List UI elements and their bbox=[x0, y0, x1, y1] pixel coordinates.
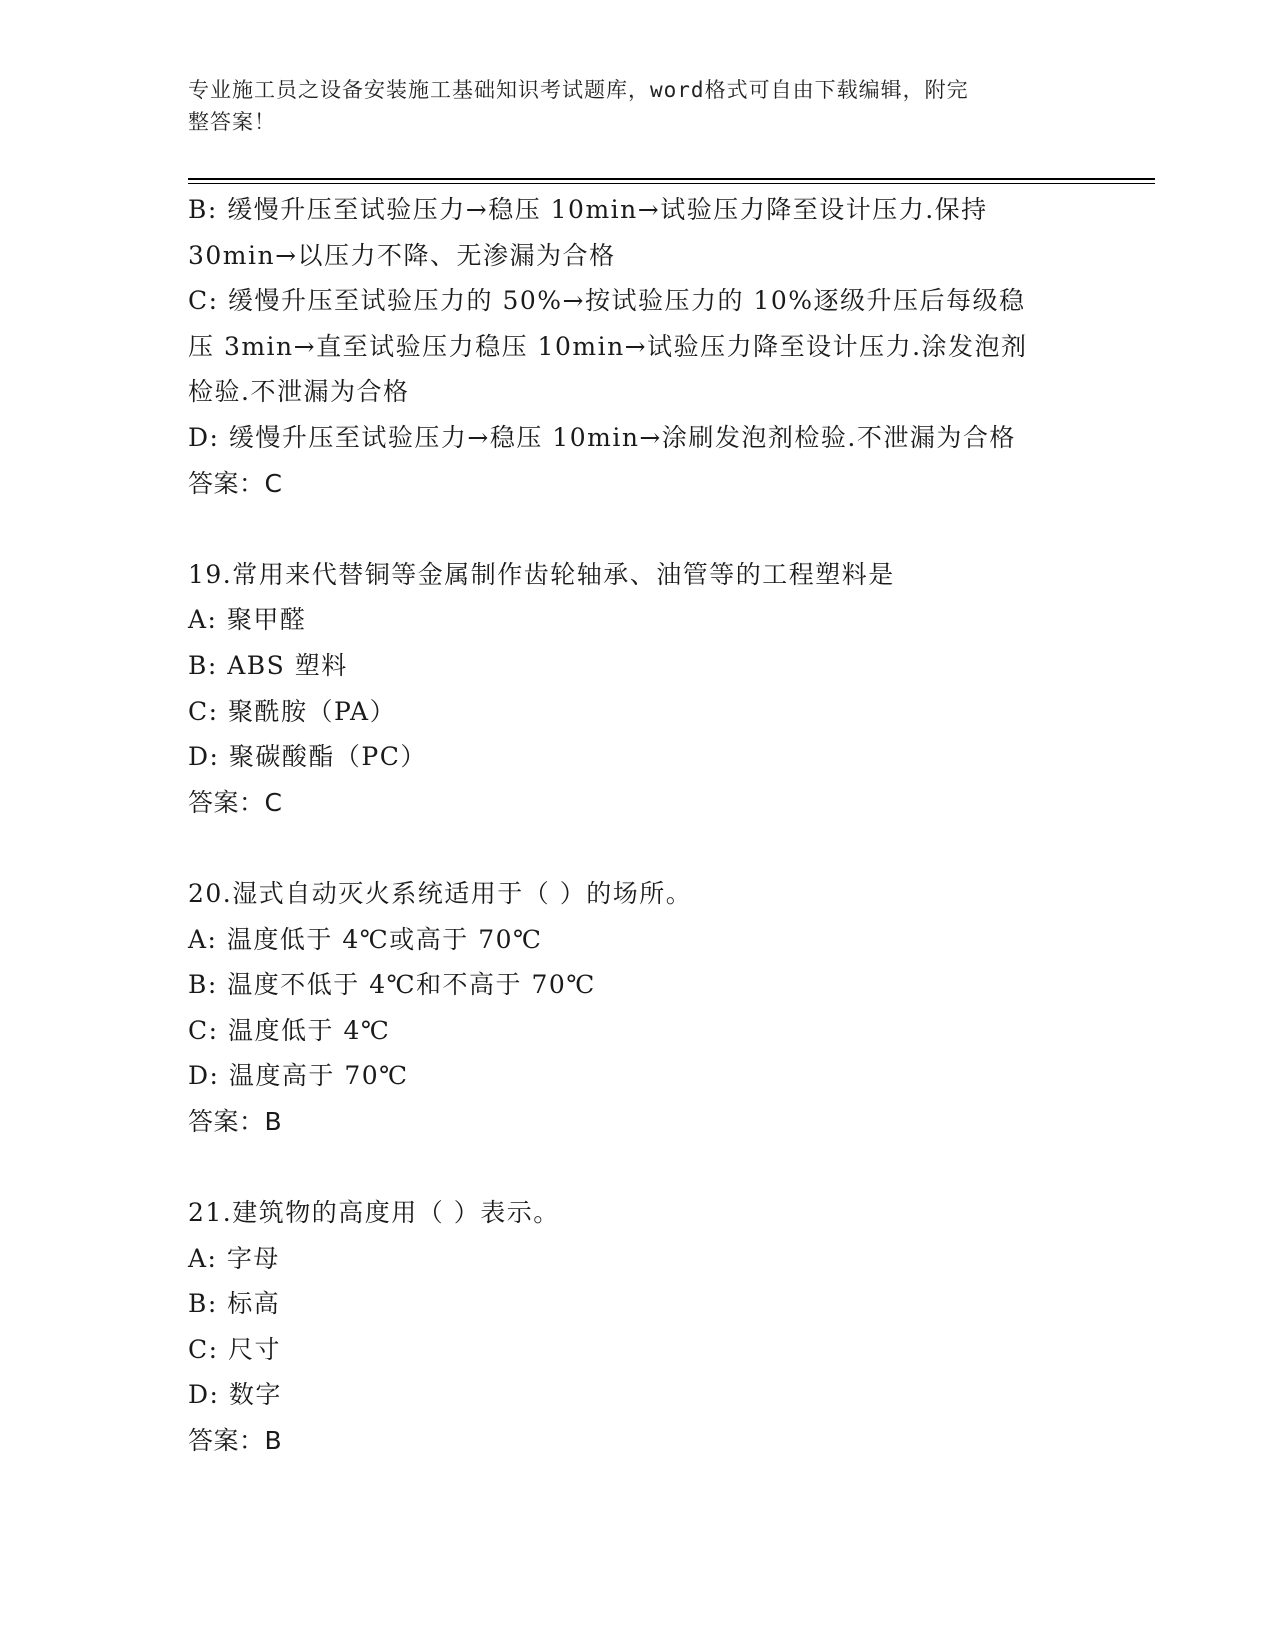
spacer bbox=[188, 1144, 1088, 1190]
q18-option-c-line-3: 检验.不泄漏为合格 bbox=[188, 377, 410, 407]
q20-option-d: D: 温度高于 70℃ bbox=[188, 1061, 409, 1091]
q21-option-a: A: 字母 bbox=[188, 1243, 280, 1273]
question-block-20 bbox=[188, 871, 1088, 1145]
header-divider-thick bbox=[188, 178, 1155, 180]
question-list bbox=[188, 187, 1088, 1464]
header-title-line-1: 专业施工员之设备安装施工基础知识考试题库，word格式可自由下载编辑，附完 bbox=[188, 78, 969, 102]
q20-option-b: B: 温度不低于 4℃和不高于 70℃ bbox=[188, 970, 596, 1000]
q18-option-b-line-2: 30min→以压力不降、无渗漏为合格 bbox=[188, 240, 616, 270]
q18-answer: 答案：C bbox=[188, 468, 283, 498]
q19-question: 19.常用来代替铜等金属制作齿轮轴承、油管等的工程塑料是 bbox=[188, 559, 895, 589]
q18-option-c-line-1: C: 缓慢升压至试验压力的 50%→按试验压力的 10%逐级升压后每级稳 bbox=[188, 286, 1026, 316]
spacer bbox=[188, 506, 1088, 552]
q21-option-d: D: 数字 bbox=[188, 1380, 282, 1410]
q20-answer: 答案：B bbox=[188, 1106, 283, 1136]
q20-option-c: C: 温度低于 4℃ bbox=[188, 1015, 391, 1045]
q20-option-a: A: 温度低于 4℃或高于 70℃ bbox=[188, 924, 543, 954]
question-block-21 bbox=[188, 1190, 1088, 1464]
spacer bbox=[188, 825, 1088, 871]
q20-question: 20.湿式自动灭火系统适用于（ ）的场所。 bbox=[188, 878, 693, 908]
question-block-18 bbox=[188, 187, 1088, 506]
q19-answer: 答案：C bbox=[188, 787, 283, 817]
header-title-line-2: 整答案！ bbox=[188, 110, 276, 134]
q21-option-c: C: 尺寸 bbox=[188, 1334, 281, 1364]
document-header bbox=[188, 74, 1068, 138]
q19-option-a: A: 聚甲醛 bbox=[188, 605, 307, 635]
q19-option-d: D: 聚碳酸酯（PC） bbox=[188, 742, 427, 772]
q19-option-b: B: ABS 塑料 bbox=[188, 650, 348, 680]
q18-option-b-line-1: B: 缓慢升压至试验压力→稳压 10min→试验压力降至设计压力.保持 bbox=[188, 195, 988, 224]
q18-option-c-line-2: 压 3min→直至试验压力稳压 10min→试验压力降至设计压力.涂发泡剂 bbox=[188, 331, 1028, 361]
q21-option-b: B: 标高 bbox=[188, 1289, 281, 1319]
q19-option-c: C: 聚酰胺（PA） bbox=[188, 696, 397, 726]
header-divider-thin bbox=[188, 183, 1155, 184]
q21-answer: 答案：B bbox=[188, 1426, 283, 1456]
q21-question: 21.建筑物的高度用（ ）表示。 bbox=[188, 1198, 560, 1228]
question-block-19 bbox=[188, 552, 1088, 826]
q18-option-d: D: 缓慢升压至试验压力→稳压 10min→涂刷发泡剂检验.不泄漏为合格 bbox=[188, 422, 1016, 452]
